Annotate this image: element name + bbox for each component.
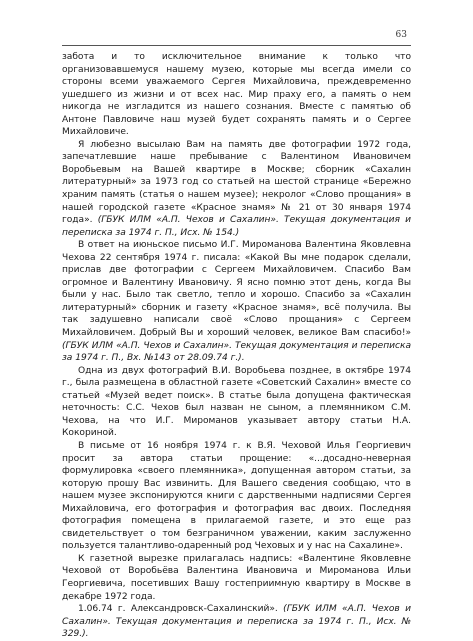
paragraph <box>62 51 411 139</box>
paragraph-text: В письме от 16 ноября 1974 г. к В.Я. Чеховой Илья Георгиевич просит за автора статьи прощение: «...досадно-неверная формулировка «своего племянника», допущенная автором статьи, за которую прошу Вас извинить. Для Вашего сведения сообщаю, что в нашем музее экспонируются книги с дарственными надписями Сергея Михайловича, его фотография и фотография вас двоих. Последняя фотография помещена в прилагаемой газете, и это еще раз свидетельствует о том безграничном уважении, каким заслуженно пользуется талантливо-одаренный род Чеховых и у нас на Сахалине». <box>62 440 411 552</box>
body-text <box>62 51 411 641</box>
paragraph-text: 1.06.74 г. Александровск-Сахалинский». <box>78 604 284 615</box>
paragraph <box>62 139 411 239</box>
paragraph-text: Я любезно высылаю Вам на память две фотографии 1972 года, запечатлевшие наше пребывание с Валентином Ивановичем Воробьевым на Вашей квартире в Москве; сборник «Сахалин литературный» за 1973 год со статьей на шестой странице «Бережно храним память (статья о нашем музее); некролог «Слово прощания» в нашей городской газете «Красное знамя» № 21 от 30 января 1974 года». <box>62 139 411 226</box>
paragraph <box>62 239 411 364</box>
paragraph <box>62 553 411 603</box>
paragraph-text: Одна из двух фотографий В.И. Воробьева позднее, в октябре 1974 г., была размещена в областной газете «Советский Сахалин» вместе со статьей «Музей ведет поиск». В статье была допущена фактическая неточность: С.С. Чехов был назван не сыном, а племянником С.М. Чехова, на что И.Г. Мироманов указывает автору статьи Н.А. Кокориной. <box>62 365 411 439</box>
paragraph <box>62 365 411 440</box>
archive-reference: (ГБУК ИЛМ «А.П. Чехов и Сахалин». Текущая документация и переписка за 1974 г. П., Вх. №143 от 28.09.74 г.). <box>62 340 411 364</box>
page-number: 63 <box>395 30 407 40</box>
paragraph-text: В ответ на июньское письмо И.Г. Мироманова Валентина Яковлевна Чехова 22 сентября 1974 г. писала: «Какой Вы мне подарок сделали, прислав две фотографии с Сергеем Михайловичем. Спасибо Вам огромное и Валентину Ивановичу. Я ясно помню этот день, когда Вы были у нас. Было так светло, тепло и хорошо. Спасибо за «Сахалин литературный» сборник и газету «Красное знамя», всё получила. Вы так задушевно написали своё «Слово прощания» с Сергеем Михайловичем. Добрый Вы и хороший человек, великое Вам спасибо!» <box>62 240 411 339</box>
paragraph <box>62 440 411 553</box>
paragraph <box>62 603 411 641</box>
paragraph-text: забота и то исключительное внимание к только что организовавшемуся нашему музею, которые мы всегда имели со стороны всеми уважаемого Сергея Михайловича, преждевременно ушедшего из жизни и от всех нас. Мир праху его, а память о нем никогда не изгладится из нашего сознания. Вместе с памятью об Антоне Павловиче наш музей будет сохранять память и о Сергее Михайловиче. <box>62 52 411 138</box>
archive-reference: (ГБУК ИЛМ «А.П. Чехов и Сахалин». Текущая документация и переписка за 1974 г. П., Исх. № 329.). <box>62 604 411 640</box>
paragraph-text: К газетной вырезке прилагалась надпись: «Валентине Яковлевне Чеховой от Воробьёва Валентина Ивановича и Мироманова Ильи Георгиевича, посетивших Вашу гостеприимную квартиру в Москве в декабре 1972 года. <box>62 553 411 602</box>
archive-reference: (ГБУК ИЛМ «А.П. Чехов и Сахалин». Текущая документация и переписка за 1974 г. П., Исх. № 154.) <box>62 215 411 238</box>
header-rule <box>62 45 411 46</box>
